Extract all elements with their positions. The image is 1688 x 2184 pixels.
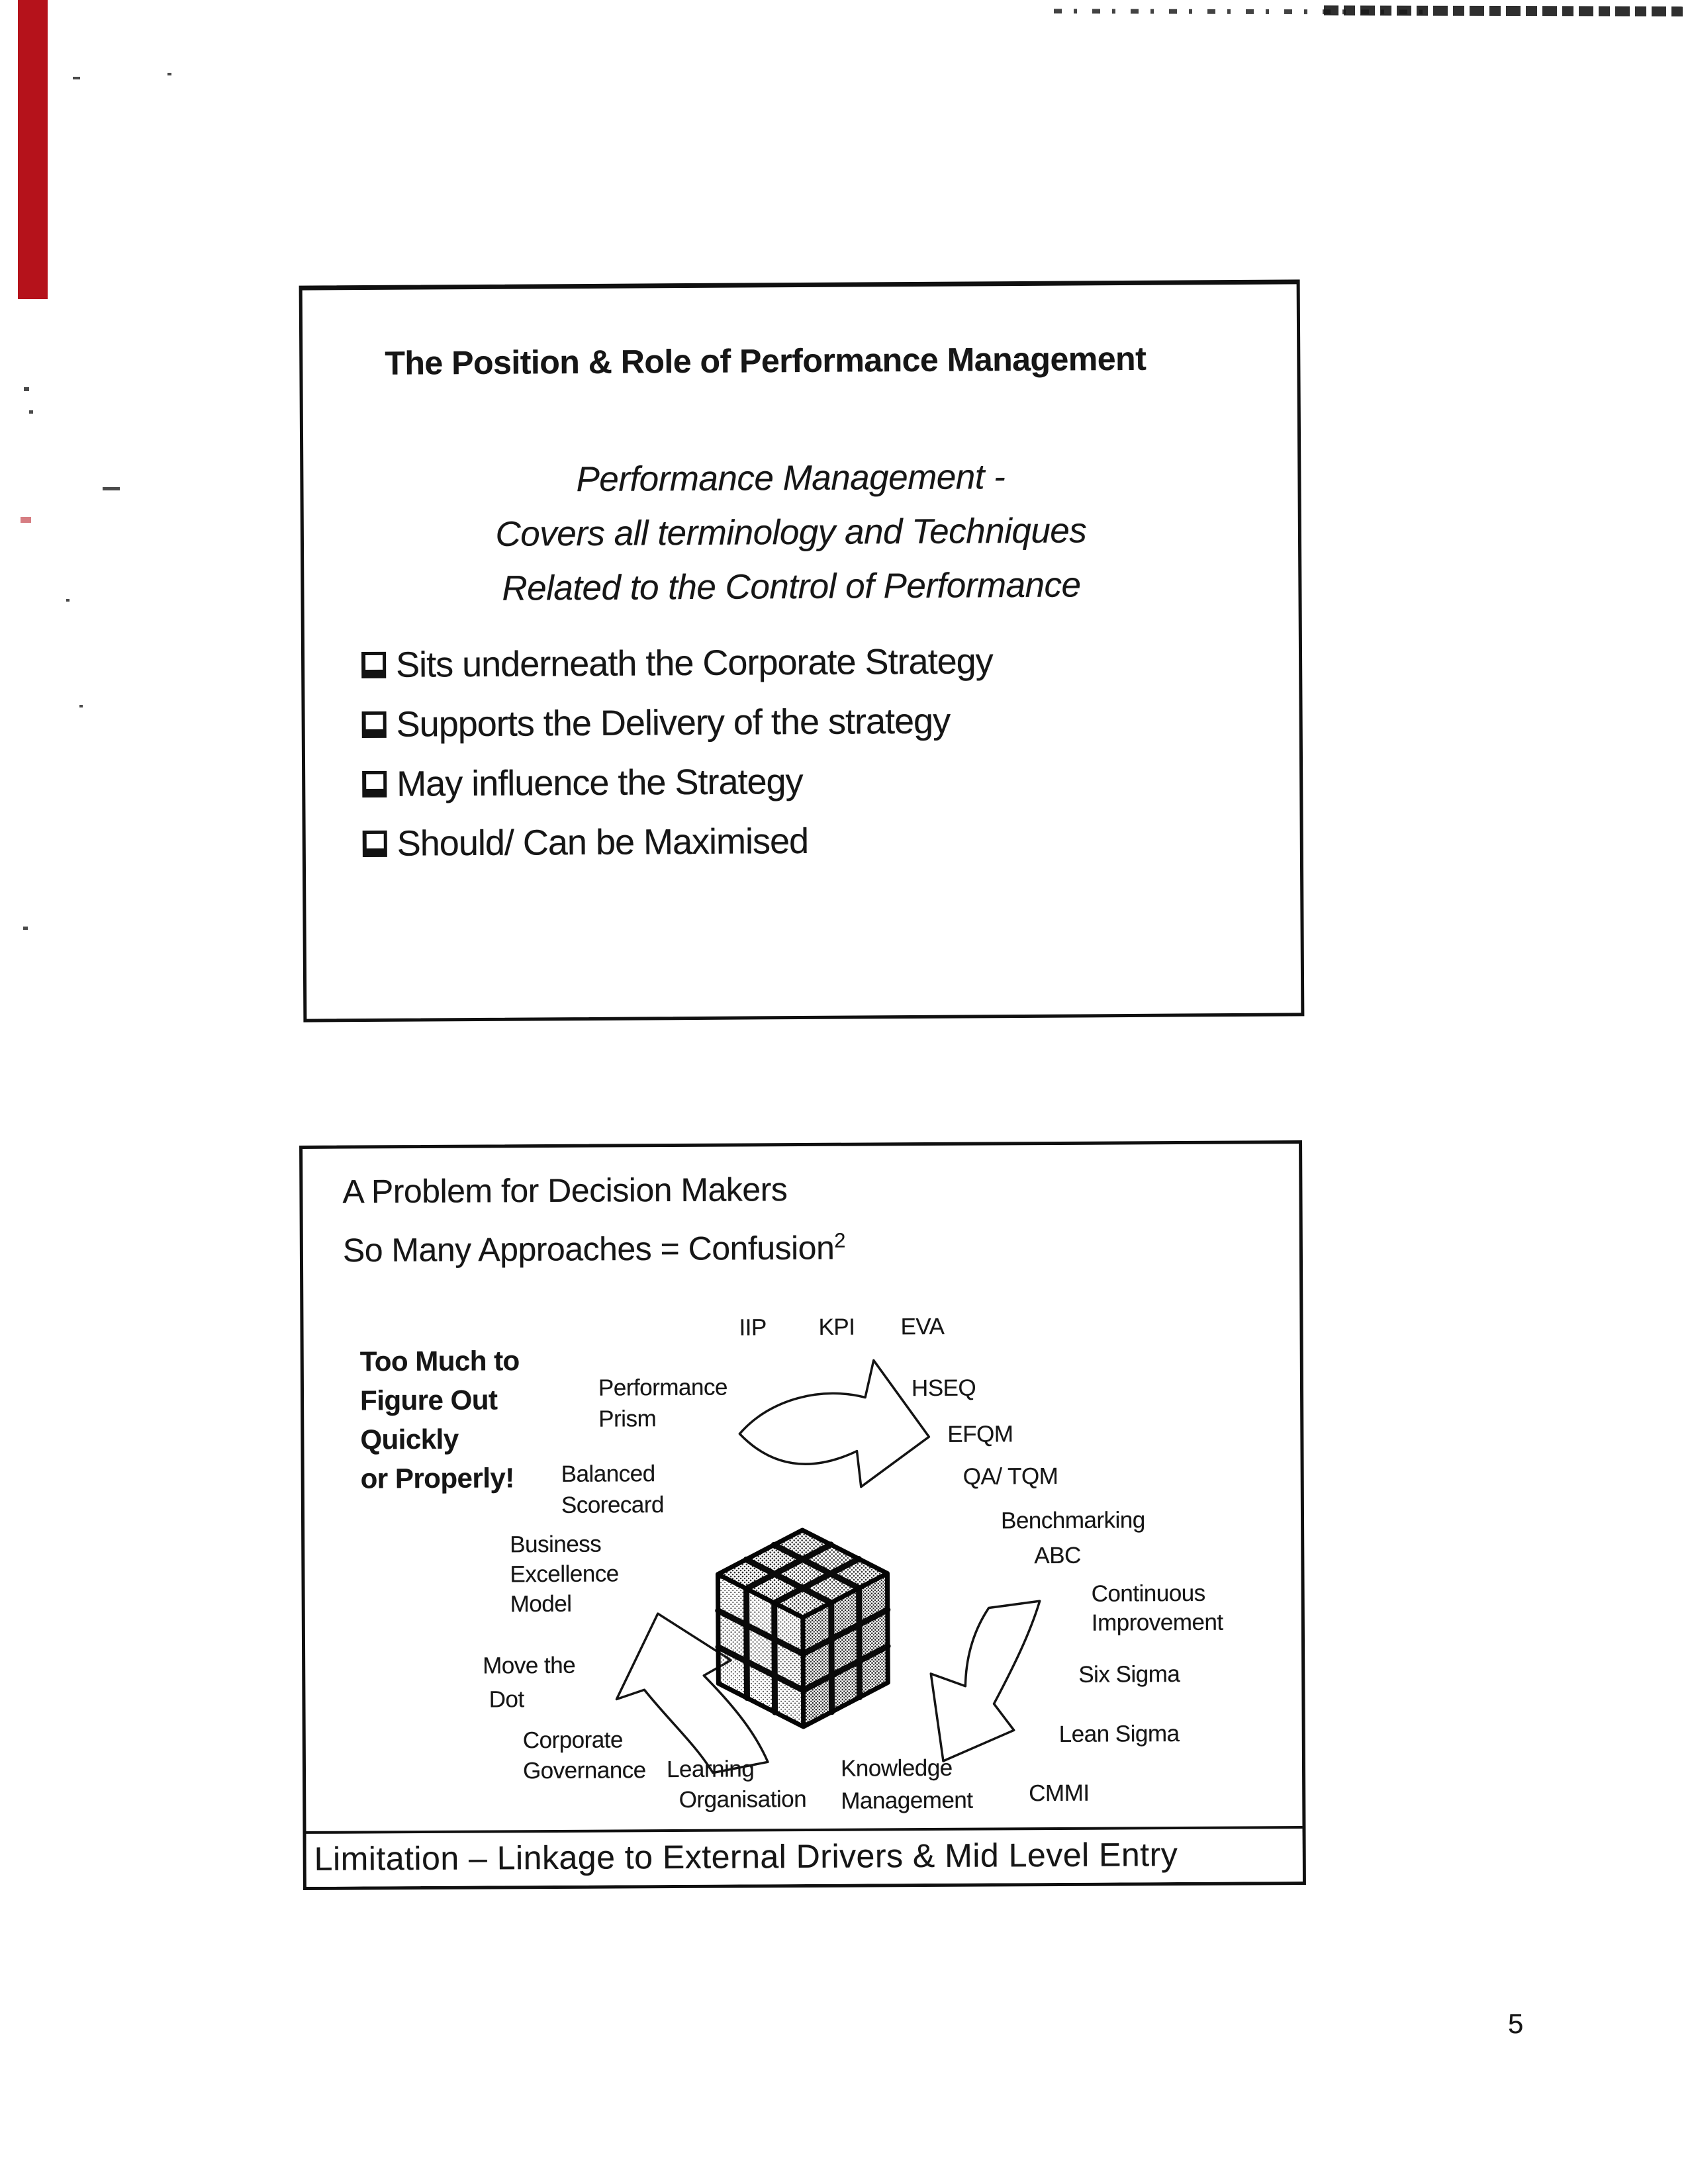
page-number: 5 bbox=[1508, 2008, 1524, 2039]
method-label-business-excellence: Business Excellence Model bbox=[510, 1531, 619, 1617]
scan-speck bbox=[73, 77, 80, 79]
method-label-balanced-scorecard: Balanced Scorecard bbox=[561, 1461, 665, 1518]
too-much-callout: Too Much to Figure Out Quickly or Properly! bbox=[359, 1345, 520, 1494]
limitation-text: Limitation – Linkage to External Drivers & Mid Level Entry bbox=[314, 1836, 1178, 1878]
slide1-subtitle-line: Performance Management - bbox=[576, 457, 1006, 500]
bullet-text: Should/ Can be Maximised bbox=[397, 821, 809, 864]
bullet-item bbox=[361, 631, 993, 695]
method-label-cmmi: CMMI bbox=[1029, 1780, 1090, 1807]
method-label-six-sigma: Six Sigma bbox=[1078, 1661, 1180, 1688]
scan-speck bbox=[24, 387, 29, 391]
scan-speck bbox=[23, 927, 28, 930]
bullet-item bbox=[361, 691, 993, 754]
slide2-title-line2-text: So Many Approaches = Confusion bbox=[342, 1229, 835, 1269]
slide2-title-line1: A Problem for Decision Makers bbox=[342, 1171, 788, 1210]
rubiks-cube-icon bbox=[718, 1529, 888, 1727]
bullet-text: Sits underneath the Corporate Strategy bbox=[395, 641, 993, 685]
scan-noise-line bbox=[1324, 5, 1687, 16]
slide1-subtitle-line: Related to the Control of Performance bbox=[502, 565, 1081, 608]
red-margin-fleck bbox=[21, 517, 31, 523]
method-label-kpi: KPI bbox=[818, 1314, 855, 1340]
arrow-down-left-icon bbox=[931, 1601, 1041, 1761]
method-label-abc: ABC bbox=[1034, 1542, 1081, 1569]
scan-speck bbox=[66, 599, 70, 602]
method-label-qa-tqm: QA/ TQM bbox=[962, 1463, 1058, 1490]
scan-speck bbox=[29, 410, 33, 414]
arrow-right-icon bbox=[739, 1360, 929, 1487]
method-label-benchmarking: Benchmarking bbox=[1000, 1507, 1145, 1534]
bullet-item bbox=[362, 810, 994, 874]
method-label-corporate-governance: Corporate Governance bbox=[522, 1727, 646, 1784]
scan-speck bbox=[79, 705, 83, 707]
method-label-performance-prism: Performance Prism bbox=[598, 1374, 727, 1432]
slide2-title-line2 bbox=[343, 1215, 846, 1277]
slide1-subtitle bbox=[303, 449, 1278, 617]
method-label-move-the-dot: Move the Dot bbox=[483, 1652, 576, 1713]
method-label-hseq: HSEQ bbox=[911, 1375, 976, 1402]
checkbox-bullet-icon bbox=[363, 831, 387, 857]
checkbox-bullet-icon bbox=[362, 711, 387, 738]
scan-speck bbox=[167, 73, 171, 75]
slide-position-role bbox=[299, 279, 1305, 1022]
checkbox-bullet-icon bbox=[362, 771, 387, 797]
slide1-subtitle-line: Covers all terminology and Techniques bbox=[495, 511, 1087, 554]
slide1-title: The Position & Role of Performance Management bbox=[385, 340, 1147, 382]
slide2-title-superscript: 2 bbox=[834, 1228, 846, 1252]
method-label-knowledge-management: Knowledge Management bbox=[840, 1754, 973, 1814]
red-margin-stripe bbox=[18, 0, 48, 299]
bullet-text: Supports the Delivery of the strategy bbox=[396, 701, 951, 745]
slide2-title bbox=[342, 1163, 845, 1277]
method-label-efqm: EFQM bbox=[947, 1421, 1013, 1447]
checkbox-bullet-icon bbox=[361, 652, 386, 678]
method-label-eva: EVA bbox=[900, 1313, 945, 1340]
limitation-banner bbox=[306, 1826, 1302, 1887]
bullet-item bbox=[362, 751, 994, 814]
method-label-lean-sigma: Lean Sigma bbox=[1058, 1721, 1180, 1747]
scan-speck bbox=[103, 487, 120, 490]
method-label-learning-organisation: Learning Organisation bbox=[666, 1756, 807, 1813]
slide1-bullet-list bbox=[361, 631, 994, 874]
method-label-continuous-improvement: Continuous Improvement bbox=[1091, 1580, 1223, 1636]
slide-problem-decision-makers bbox=[299, 1140, 1306, 1890]
method-label-iip: IIP bbox=[739, 1314, 767, 1341]
bullet-text: May influence the Strategy bbox=[397, 761, 803, 804]
